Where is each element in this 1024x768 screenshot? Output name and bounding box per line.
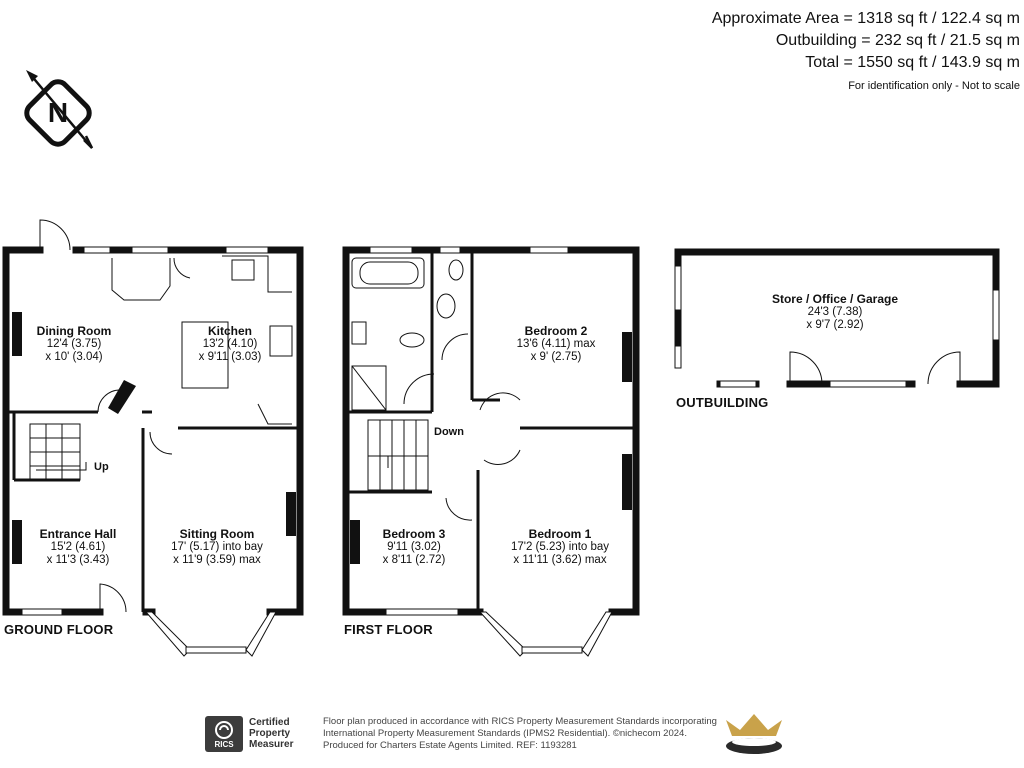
room-kitchen (199, 325, 262, 364)
room-dimension: x 11'9 (3.59) max (173, 554, 261, 566)
rics-certified-badge (205, 716, 317, 752)
stairs-down-label: Down (434, 426, 464, 438)
total-area: Total = 1550 sq ft / 143.9 sq m (805, 54, 1020, 71)
outbuilding-area: Outbuilding = 232 sq ft / 21.5 sq m (775, 32, 1020, 49)
room-name: Bedroom 3 (382, 527, 446, 541)
ground-floor-label: GROUND FLOOR (4, 622, 114, 637)
room-dimension: 15'2 (4.61) (50, 541, 106, 553)
room-bedroom-2 (517, 325, 596, 364)
room-dimension: x 11'3 (3.43) (46, 554, 110, 566)
first-floor-label: FIRST FLOOR (344, 622, 433, 637)
outbuilding-doors (790, 352, 960, 384)
room-bedroom-3 (383, 528, 446, 567)
room-name: Sitting Room (179, 527, 255, 541)
room-store-office-garage (772, 293, 898, 332)
room-dimension: x 9' (2.75) (530, 351, 582, 363)
sitting-room-bay (146, 612, 276, 656)
room-dimension: 13'2 (4.10) (202, 338, 258, 350)
room-dimension: 9'11 (3.02) (387, 541, 441, 553)
room-dimension: x 9'11 (3.03) (198, 351, 262, 363)
crown-logo-icon (722, 712, 786, 756)
room-dimension: x 9'7 (2.92) (806, 319, 864, 331)
rics-line: Certified (249, 717, 290, 728)
room-name: Store / Office / Garage (771, 292, 899, 306)
footer-line: International Property Measurement Standards (IPMS2 Residential). ©nichecom 2024. (323, 728, 687, 739)
room-name: Bedroom 1 (528, 527, 592, 541)
room-name: Dining Room (36, 324, 112, 338)
rics-logo-icon (205, 716, 243, 752)
room-dimension: x 10' (3.04) (45, 351, 103, 363)
room-name: Bedroom 2 (524, 324, 588, 338)
room-dimension: 24'3 (7.38) (807, 306, 863, 318)
room-bedroom-1 (511, 528, 609, 567)
rics-brand-text: RICS (214, 740, 234, 749)
room-dining (37, 325, 112, 364)
footer-line: Floor plan produced in accordance with RICS Property Measurement Standards incorporating (323, 716, 717, 727)
footer-disclaimer (323, 716, 717, 752)
outbuilding-label: OUTBUILDING (676, 395, 769, 410)
ground-floor-stairs (30, 424, 86, 480)
bedroom-1-bay (480, 612, 612, 656)
room-entrance-hall (40, 528, 117, 567)
bathroom-fittings (352, 258, 463, 410)
north-arrow-icon (23, 70, 94, 148)
north-letter: N (47, 97, 69, 128)
first-floor-stairs (368, 420, 428, 490)
room-dimension: 17'2 (5.23) into bay (510, 541, 610, 553)
rics-line: Measurer (249, 739, 294, 750)
ground-floor-internal-walls (6, 412, 300, 612)
room-sitting (171, 528, 263, 567)
room-dimension: 12'4 (3.75) (46, 338, 102, 350)
room-name: Kitchen (207, 324, 252, 338)
room-dimension: 13'6 (4.11) max (516, 338, 596, 350)
stairs-up-label: Up (94, 461, 109, 473)
room-dimension: x 11'11 (3.62) max (513, 554, 607, 566)
scale-note: For identification only - Not to scale (848, 80, 1020, 92)
room-dimension: x 8'11 (2.72) (382, 554, 446, 566)
room-dimension: 17' (5.17) into bay (171, 541, 263, 553)
rics-certification-text (249, 717, 293, 750)
approximate-area: Approximate Area = 1318 sq ft / 122.4 sq m (711, 10, 1020, 27)
rics-line: Property (249, 728, 291, 739)
footer-line: Produced for Charters Estate Agents Limited. REF: 1193281 (323, 740, 577, 751)
room-name: Entrance Hall (39, 527, 117, 541)
